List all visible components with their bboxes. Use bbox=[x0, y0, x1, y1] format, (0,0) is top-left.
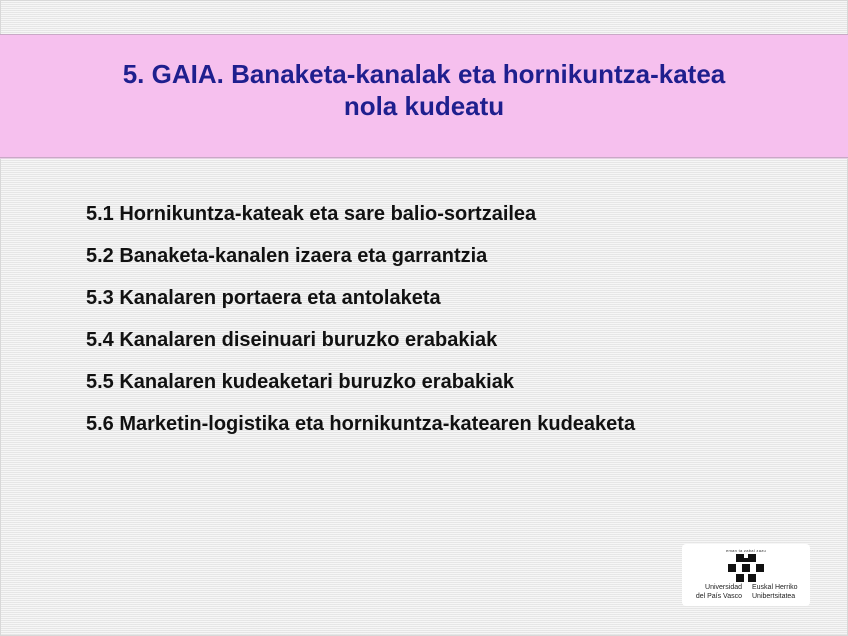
topic-list bbox=[86, 198, 635, 450]
logo-text-es-line-2: del País Vasco bbox=[695, 593, 742, 600]
logo-text-es-line-1: Universidad bbox=[705, 584, 742, 591]
topic-item-5-3: 5.3 Kanalaren portaera eta antolaketa bbox=[86, 287, 441, 309]
university-emblem-icon bbox=[728, 554, 764, 582]
topic-item-5-1: 5.1 Hornikuntza-kateak eta sare balio-sortzailea bbox=[86, 203, 537, 225]
topic-item-5-4: 5.4 Kanalaren diseinuari buruzko erabakiak bbox=[86, 329, 498, 351]
slide-title bbox=[40, 58, 808, 122]
topic-item-5-6: 5.6 Marketin-logistika eta hornikuntza-katearen kudeaketa bbox=[86, 413, 636, 435]
logo-text-eu-line-2: Unibertsitatea bbox=[752, 593, 796, 600]
logo-text-eu-line-1: Euskal Herriko bbox=[752, 584, 798, 591]
logo-text-spanish bbox=[688, 583, 742, 601]
university-logo bbox=[682, 544, 810, 606]
topic-item-5-5: 5.5 Kanalaren kudeaketari buruzko erabakiak bbox=[86, 371, 514, 393]
logo-motto: eman ta zabal zazu bbox=[725, 548, 767, 553]
slide-title-line-1: 5. GAIA. Banaketa-kanalak eta hornikuntza-katea bbox=[122, 59, 726, 89]
logo-text-basque bbox=[752, 583, 808, 601]
topic-item-5-2: 5.2 Banaketa-kanalen izaera eta garrantzia bbox=[86, 245, 488, 267]
slide-title-line-2: nola kudeatu bbox=[343, 91, 505, 121]
